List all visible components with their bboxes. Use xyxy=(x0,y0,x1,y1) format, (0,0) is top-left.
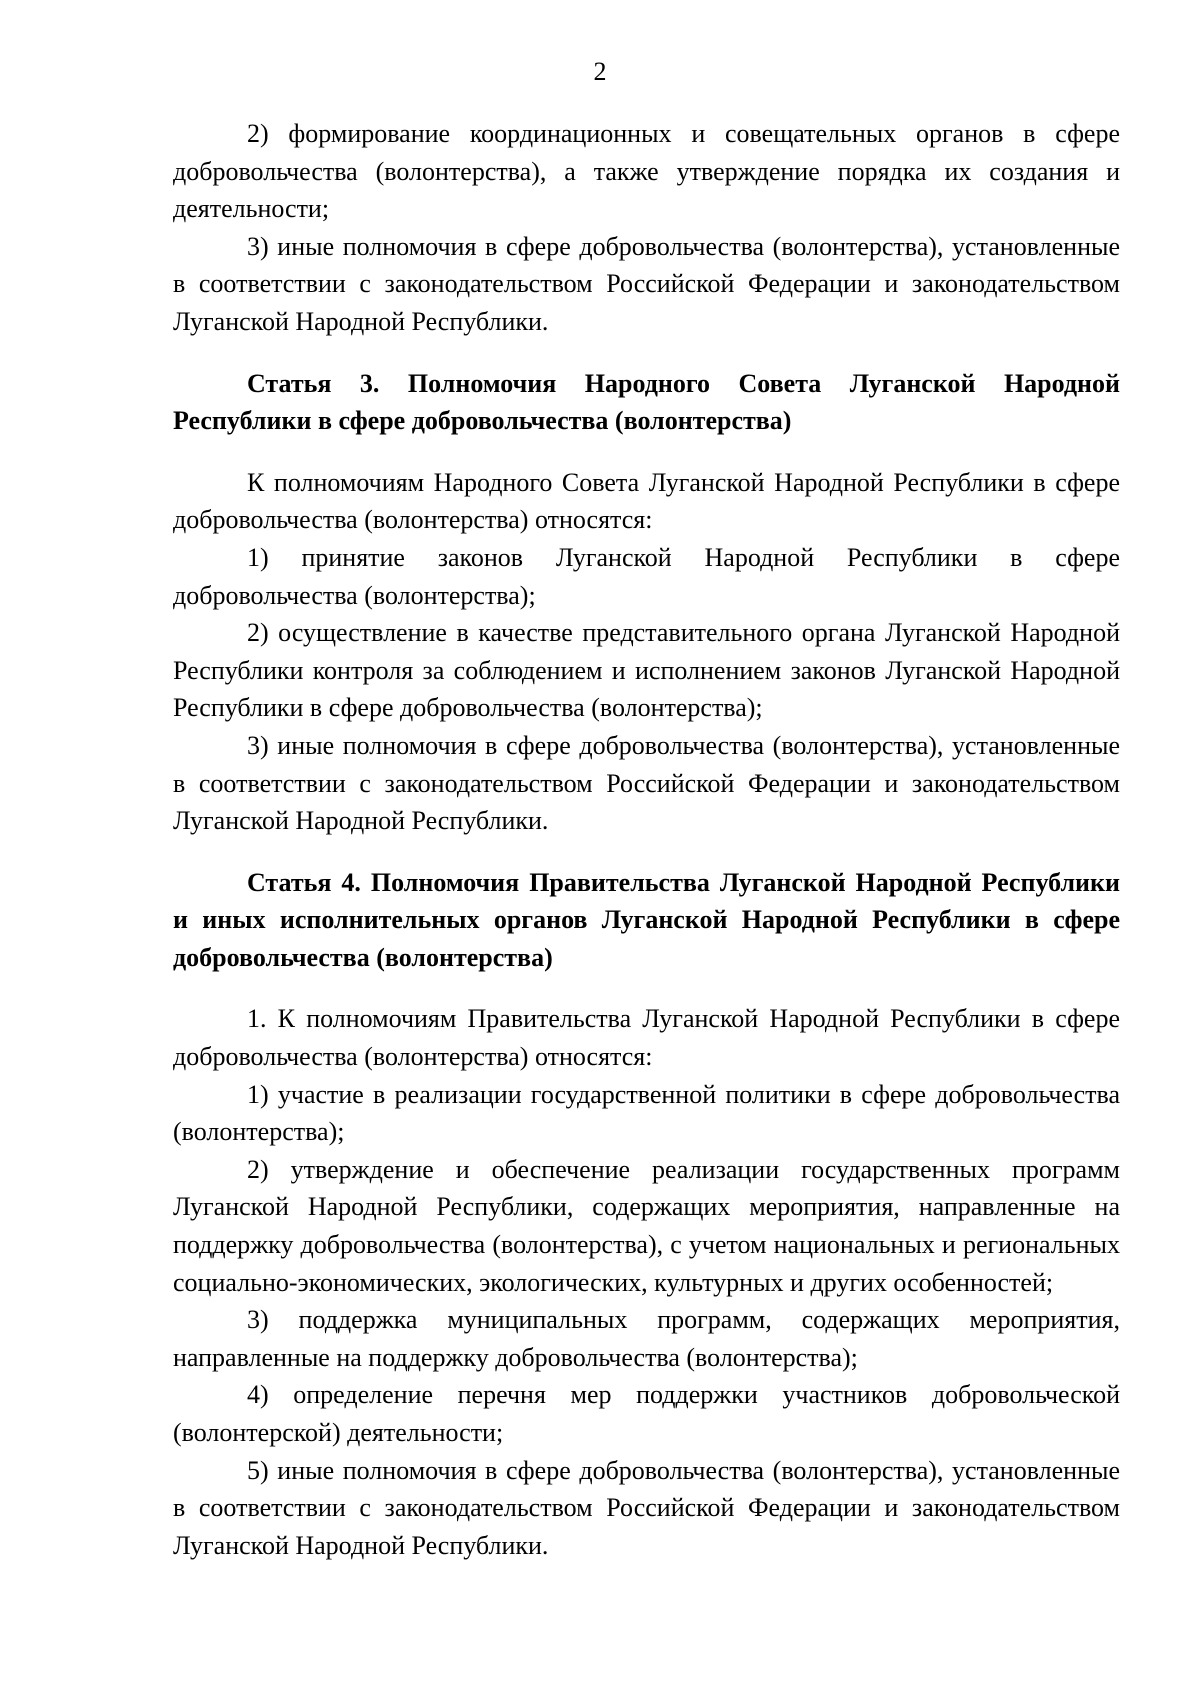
article-3-intro: К полномочиям Народного Совета Луганской Народной Республики в сфере добровольчества (волонтерства) относятся: xyxy=(173,467,1120,535)
article-4-heading: Статья 4. Полномочия Правительства Луганской Народной Республики и иных исполнительных органов Луганской Народной Республики в сфере добровольчества (волонтерства) xyxy=(173,867,1120,972)
list-item-3-other-powers: 3) иные полномочия в сфере добровольчества (волонтерства), установленные в соответствии с законодательством Российской Федерации и законодательством Луганской Народной Республики. xyxy=(173,231,1120,336)
article-4-item-2: 2) утверждение и обеспечение реализации государственных программ Луганской Народной Республики, содержащих мероприятия, направленные на поддержку добровольчества (волонтерства), с учетом национальных и региональных социально-экономических, экологических, культурных и других особенностей; xyxy=(173,1154,1120,1297)
article-4-item-1: 1) участие в реализации государственной политики в сфере добровольчества (волонтерства); xyxy=(173,1079,1120,1147)
article-4-part-1-intro: 1. К полномочиям Правительства Луганской Народной Республики в сфере добровольчества (волонтерства) относятся: xyxy=(173,1004,1120,1072)
article-4-item-5: 5) иные полномочия в сфере добровольчества (волонтерства), установленные в соответствии с законодательством Российской Федерации и законодательством Луганской Народной Республики. xyxy=(173,1455,1120,1560)
article-3-item-2: 2) осуществление в качестве представительного органа Луганской Народной Республики контроля за соблюдением и исполнением законов Луганской Народной Республики в сфере добровольчества (волонтерства); xyxy=(173,618,1120,723)
article-3-item-3: 3) иные полномочия в сфере добровольчества (волонтерства), установленные в соответствии с законодательством Российской Федерации и законодательством Луганской Народной Республики. xyxy=(173,730,1120,836)
list-item-2-coordination-bodies: 2) формирование координационных и совещательных органов в сфере добровольчества (волонтерства), а также утверждение порядка их создания и деятельности; xyxy=(173,119,1120,224)
article-4-item-3: 3) поддержка муниципальных программ, содержащих мероприятия, направленные на поддержку добровольчества (волонтерства); xyxy=(173,1305,1120,1372)
article-3-item-1: 1) принятие законов Луганской Народной Республики в сфере добровольчества (волонтерства); xyxy=(173,542,1120,610)
document-body xyxy=(173,115,1120,1564)
article-3-heading: Статья 3. Полномочия Народного Совета Луганской Народной Республики в сфере добровольчества (волонтерства) xyxy=(173,368,1120,436)
article-4-item-4: 4) определение перечня мер поддержки участников добровольческой (волонтерской) деятельности; xyxy=(173,1380,1120,1447)
page-number: 2 xyxy=(593,57,607,86)
